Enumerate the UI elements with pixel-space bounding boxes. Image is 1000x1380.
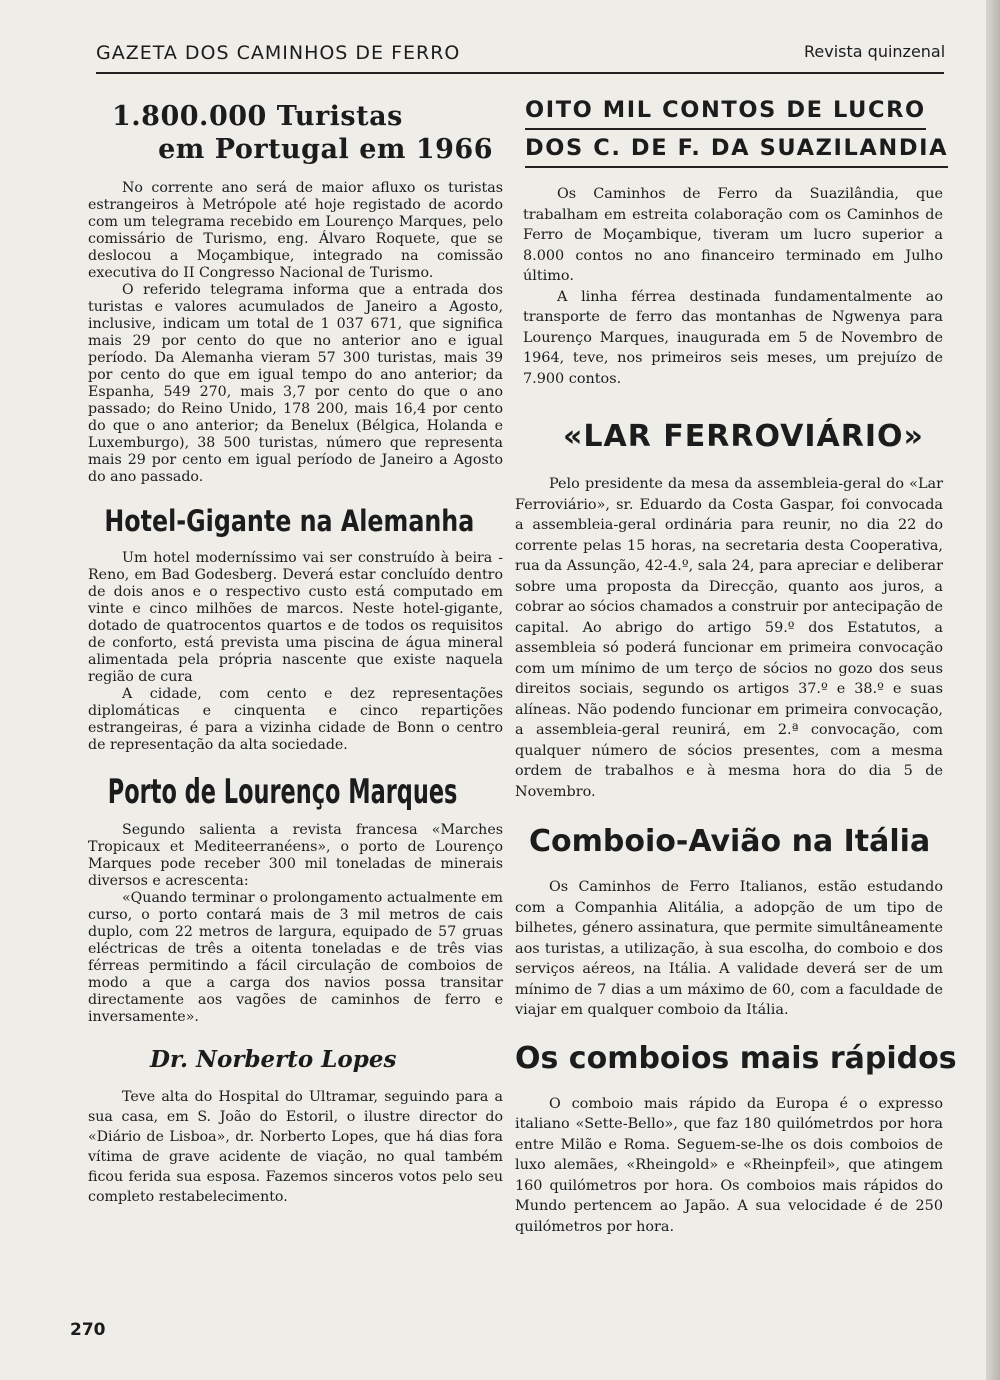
article-lopes [88,1046,503,1207]
article-body [88,822,503,1026]
article-body [88,180,503,486]
paragraph: Os Caminhos de Ferro da Suazilândia, que trabalham em estreita colaboração com os Caminhos de Ferro de Moçambique, tiveram um lucro superior a 8.000 contos no ano financeiro terminado em Julho último. [523,186,943,284]
header-rule [96,72,944,74]
right-column [515,92,957,1237]
article-title: Comboio-Avião na Itália [529,824,931,859]
paragraph: «Quando terminar o prolongamento actualmente em curso, o porto contará mais de 3 mil metros de cais duplo, com 22 metros de largura, equipado de 57 gruas eléctricas de três a oitenta toneladas e de três vias férreas permitindo a fácil circulação de comboios de modo a que a carga dos navios possa transitar directamente aos vagões de caminhos de ferro e inversamente». [88,890,503,1025]
paragraph: Pelo presidente da mesa da assembleia-geral do «Lar Ferroviário», sr. Eduardo da Costa Gaspar, foi convocada a assembleia-geral ordinária para reunir, no dia 22 do corrente pelas 15 horas, na secretaria desta Cooperativa, rua da Assunção, 42-4.º, sala 24, para apreciar e deliberar sobre uma proposta da Direcção, quanto aos juros, a cobrar ao sócios chamados a construir por antecipação de capital. Ao abrigo do artigo 59.º dos Estatutos, a assembleia só poderá funcionar em primeira convocação com um mínimo de um terço de sócios no gozo dos seus direitos sociais, segundo os artigos 37.º e 38.º e suas alíneas. Não podendo funcionar em primeira convocação, a assembleia-geral reunirá, em 2.ª convocação, com qualquer número de sócios presentes, com a mesma ordem de trabalhos e à mesma hora do dia 5 de Novembro. [515,476,943,800]
article-lar-ferroviario [515,419,943,802]
paragraph: Teve alta do Hospital do Ultramar, seguindo para a sua casa, em S. João do Estoril, o ilustre director do «Diário de Lisboa», dr. Norberto Lopes, que há dias fora vítima de grave acidente de viação, no qual também ficou ferida sua esposa. Fazemos sinceros votos pelo seu completo restabelecimento. [88,1089,503,1205]
paragraph: Os Caminhos de Ferro Italianos, estão estudando com a Companhia Alitália, a adopção de um tipo de bilhetes, género assinatura, que permite simultâneamente aos turistas, a utilização, à sua escolha, do comboio e dos serviços aéreos, na Itália. A validade deverá ser de um mínimo de 7 dias a um máximo de 60, com a faculdade de viajar em qualquer comboio da Itália. [515,879,943,1018]
paragraph: A linha férrea destinada fundamentalmente ao transporte de ferro das montanhas de Ngwenya para Lourenço Marques, inaugurada em 5 de Novembro de 1964, teve, nos primeiros seis meses, um prejuízo de 7.900 contos. [523,288,943,387]
publication-title: GAZETA DOS CAMINHOS DE FERRO [96,42,461,64]
paragraph: Segundo salienta a revista francesa «Marches Tropicaux et Mediteerranéens», o porto de Lourenço Marques pode receber 300 mil toneladas de minerais diversos e acrescenta: [88,822,503,889]
article-body [515,1094,943,1238]
paragraph: Um hotel moderníssimo vai ser construído à beira - Reno, em Bad Godesberg. Deverá estar concluído dentro de dois anos e o respectivo custo está computado em vinte e cinco milhões de marcos. Neste hotel-gigante, dotado de quatrocentos quartos e de todos os requisitos de conforto, está prevista uma piscina de água mineral alimentada pela própria nascente que existe naquela região de cura [88,550,503,685]
article-porto [88,772,503,1026]
article-body [515,877,943,1021]
paragraph: No corrente ano será de maior afluxo os turistas estrangeiros à Metrópole até hoje registado de acordo com um telegrama recebido em Lourenço Marques, pelo comissário de Turismo, eng. Álvaro Roquete, que se deslocou a Moçambique, integrado na comissão executiva do II Congresso Nacional de Turismo. [88,180,503,281]
left-column [88,92,503,1207]
paragraph: O referido telegrama informa que a entrada dos turistas e valores acumulados de Janeiro a Agosto, inclusive, indicam um total de 1 037 671, que significa mais 29 por cento do que no anterior ano e igual período. Da Alemanha vieram 57 300 turistas, mais 39 por cento do que em igual tempo do ano anterior; da Espanha, 549 270, mais 3,7 por cento do que o ano passado; do Reino Unido, 178 200, mais 16,4 por cento do que o ano anterior; da Benelux (Bélgica, Holanda e Luxemburgo), 38 500 turistas, número que representa mais 29 por cento em igual período de Janeiro a Agosto do ano passado. [88,282,503,485]
article-body [88,550,503,754]
article-title: «LAR FERROVIÁRIO» [563,419,924,454]
page-edge-shadow [986,0,1000,1380]
paragraph: O comboio mais rápido da Europa é o expresso italiano «Sette-Bello», que faz 180 quilómetrdos por hora entre Milão e Roma. Seguem-se-lhe os dois comboios de luxo alemães, «Rheingold» e «Rheinpfeil», que atingem 160 quilómetros por hora. Os comboios mais rápidos do Mundo pertencem ao Japão. A sua velocidade é de 250 quilómetros por hora. [515,1095,943,1235]
paragraph: A cidade, com cento e dez representações diplomáticas e cinquenta e cinco repartições estrangeiras, é para a vizinha cidade de Bonn o centro de representação da alta sociedade. [88,686,503,753]
article-title: 1.800.000 Turistas em Portugal em 1966 [112,101,493,165]
article-title: Os comboios mais rápidos [515,1040,957,1076]
article-comboios-rapidos [515,1040,957,1238]
article-hotel [88,504,503,754]
article-title: Porto de Lourenço Marques [107,772,458,812]
article-title: Hotel-Gigante na Alemanha [104,504,475,538]
article-body [515,184,943,389]
article-title: OITO MIL CONTOS DE LUCRO DOS C. DE F. DA SUAZILANDIA [515,92,943,168]
article-body [515,474,943,802]
article-suazilandia [515,92,949,389]
publication-frequency: Revista quinzenal [804,42,946,61]
page-number: 270 [70,1320,106,1340]
article-comboio-aviao [515,824,943,1021]
article-body [88,1087,503,1207]
article-title: Dr. Norberto Lopes [150,1046,397,1073]
article-turistas [88,100,503,486]
